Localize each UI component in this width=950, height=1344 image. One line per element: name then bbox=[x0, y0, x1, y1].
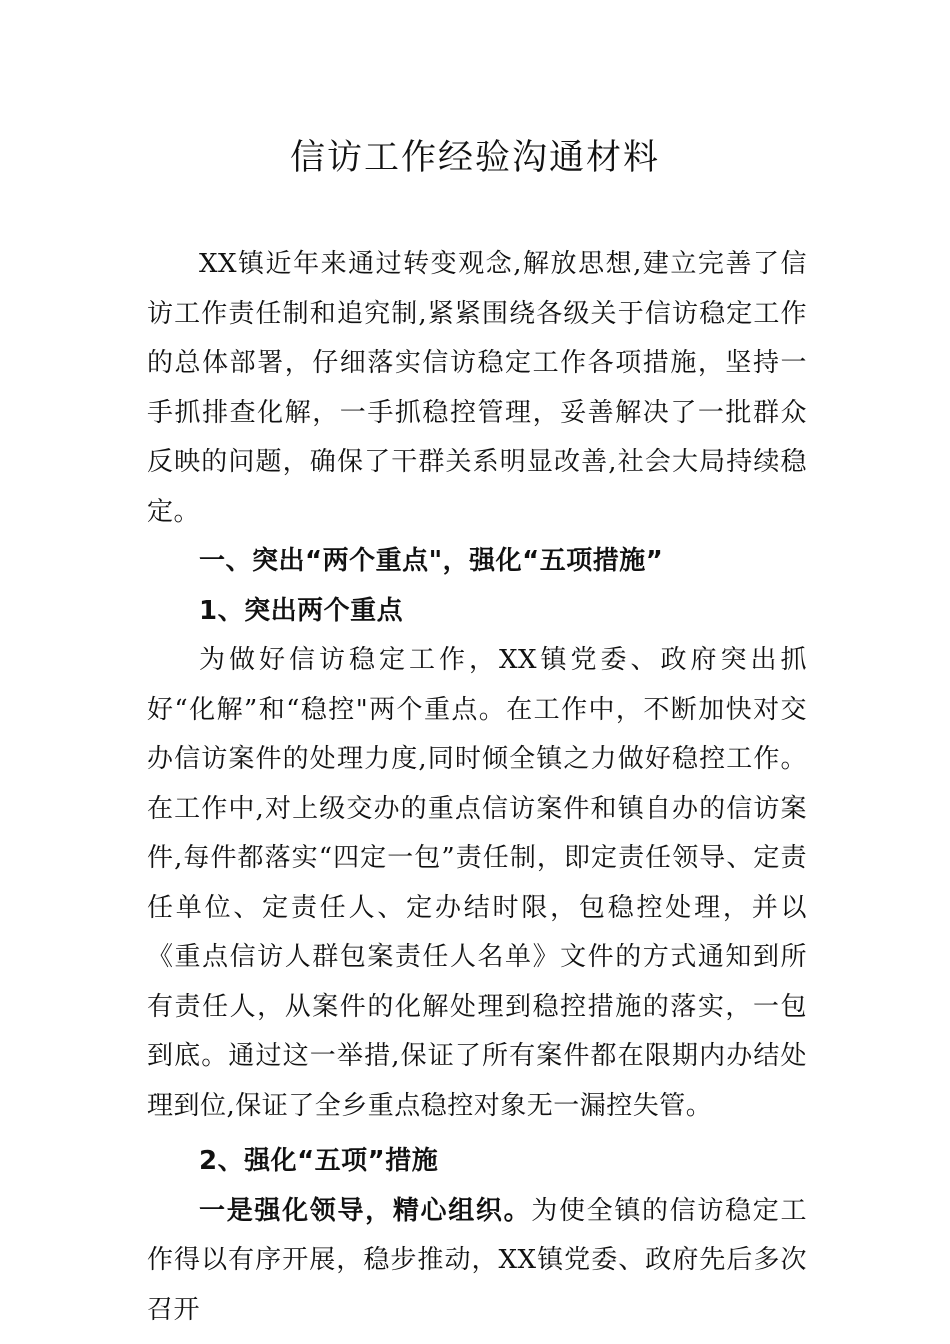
subsection-heading-1: 1、突出两个重点 bbox=[199, 595, 404, 626]
subsection-2-lead: 一是强化领导，精心组织。 bbox=[199, 1195, 532, 1226]
subsection-2-text: 为使全镇的信访稳定工作得以有序开展，稳步推动，XX镇党委、政府先后多次召开 bbox=[147, 1195, 807, 1325]
subsection-1-paragraph: 为做好信访稳定工作，XX镇党委、政府突出抓好“化解”和“稳控"两个重点。在工作中，不断加快对交办信访案件的处理力度,同时倾全镇之力做好稳控工作。在工作中,对上级交办的重点信访案件和镇自办的信访案件,每件都落实“四定一包”责任制，即定责任领导、定责任单位、定责任人、定办结时限，包稳控处理，并以《重点信访人群包案责任人名单》文件的方式通知到所有责任人，从案件的化解处理到稳控措施的落实，一包到底。通过这一举措,保证了所有案件都在限期内办结处理到位,保证了全乡重点稳控对象无一漏控失管。 bbox=[147, 645, 807, 1121]
document-title: 信访工作经验沟通材料 bbox=[289, 138, 660, 178]
document-body bbox=[147, 240, 807, 1335]
subsection-2-paragraph bbox=[147, 1187, 807, 1336]
intro-paragraph: XX镇近年来通过转变观念,解放思想,建立完善了信访工作责任制和追究制,紧紧围绕各级关于信访稳定工作的总体部署，仔细落实信访稳定工作各项措施，坚持一手抓排查化解，一手抓稳控管理，妥善解决了一批群众反映的问题，确保了干群关系明显改善,社会大局持续稳定。 bbox=[147, 249, 807, 527]
subsection-heading-2: 2、强化“五项”措施 bbox=[199, 1146, 439, 1176]
section-heading-1: 一、突出“两个重点"，强化“五项措施” bbox=[199, 546, 664, 576]
